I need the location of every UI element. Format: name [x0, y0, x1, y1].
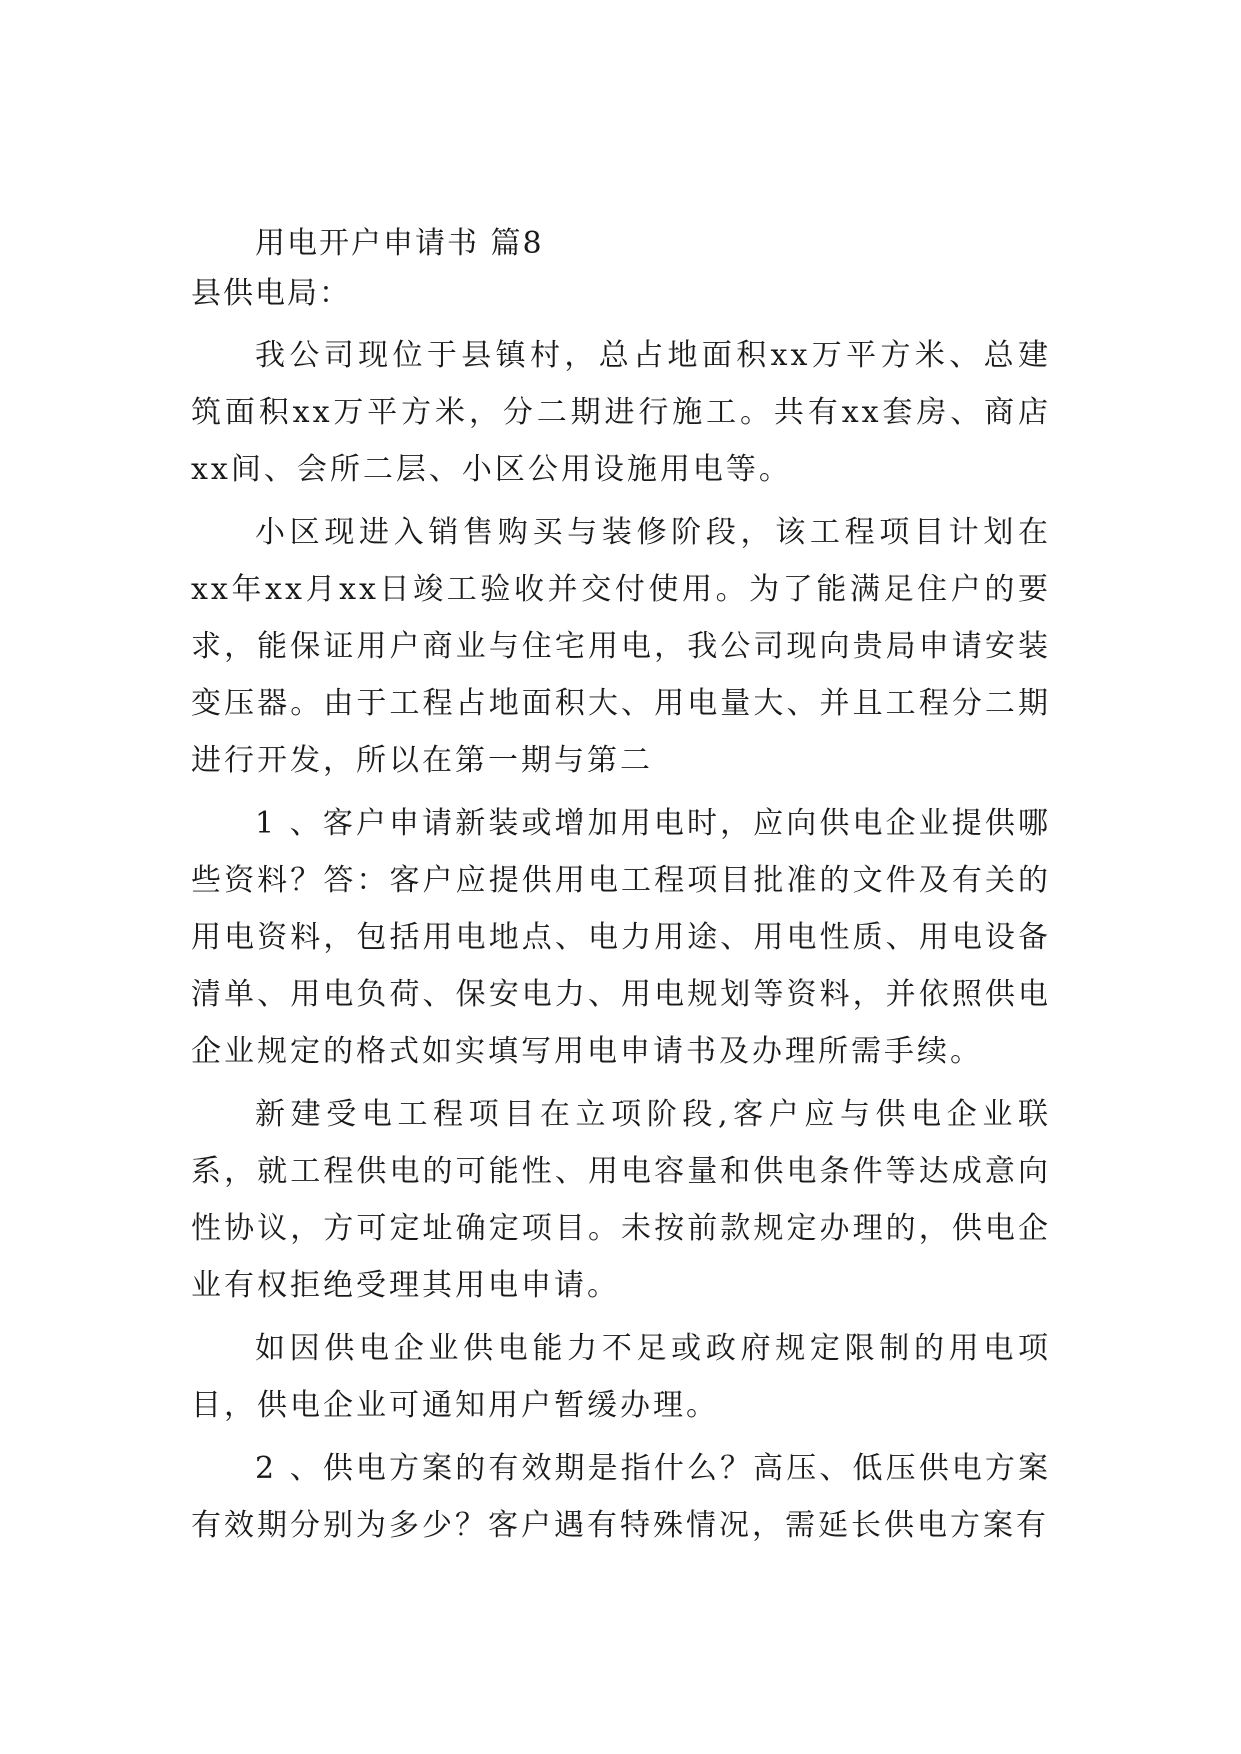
paragraph-faq-2: 2 、供电方案的有效期是指什么？高压、低压供电方案有效期分别为多少？客户遇有特殊情况，需延长供电方案有 [191, 1451, 1051, 1543]
paragraph-application-request: 小区现进入销售购买与装修阶段，该工程项目计划在xx年xx月xx日竣工验收并交付使用。为了能满足住户的要求，能保证用户商业与住宅用电，我公司现向贵局申请安装变压器。由于工程占地面积大、用电量大、并且工程分二期进行开发，所以在第一期与第二 [191, 515, 1051, 778]
document-title: 用电开户申请书 篇8 [255, 226, 544, 261]
paragraph-faq-1: 1 、客户申请新装或增加用电时，应向供电企业提供哪些资料？答：客户应提供用电工程项目批准的文件及有关的用电资料，包括用电地点、电力用途、用电性质、用电设备清单、用电负荷、保安电力、用电规划等资料，并依照供电企业规定的格式如实填写用电申请书及办理所需手续。 [191, 806, 1051, 1069]
paragraph-supply-limit: 如因供电企业供电能力不足或政府规定限制的用电项目，供电企业可通知用户暂缓办理。 [191, 1331, 1051, 1423]
paragraph-new-project: 新建受电工程项目在立项阶段,客户应与供电企业联系，就工程供电的可能性、用电容量和供电条件等达成意向性协议，方可定址确定项目。未按前款规定办理的，供电企业有权拒绝受理其用电申请。 [191, 1097, 1051, 1303]
paragraph-company-overview: 我公司现位于县镇村，总占地面积xx万平方米、总建筑面积xx万平方米，分二期进行施工。共有xx套房、商店xx间、会所二层、小区公用设施用电等。 [191, 338, 1051, 487]
document-body [191, 220, 1051, 1554]
salutation: 县供电局： [191, 276, 351, 311]
